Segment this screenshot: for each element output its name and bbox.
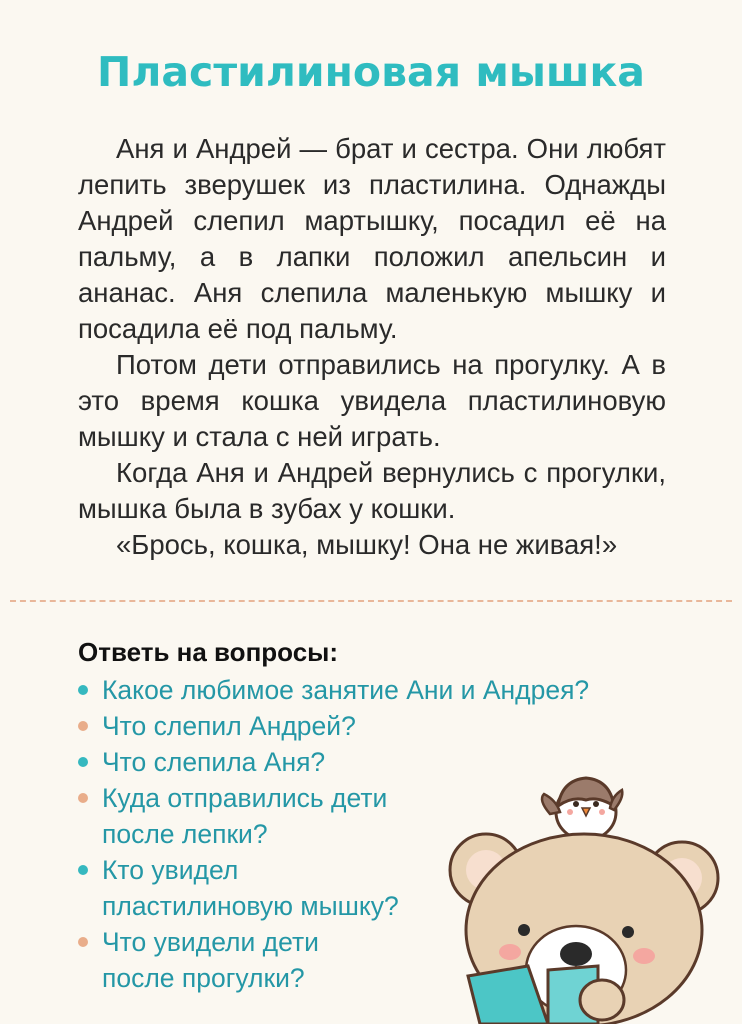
- question-item: [78, 708, 718, 744]
- dashed-divider: [10, 600, 732, 602]
- story-text: [78, 131, 666, 563]
- question-text: Что слепил Андрей?: [102, 711, 356, 741]
- question-text: Кто увидел: [102, 855, 239, 885]
- story-paragraph: «Брось, кошка, мышку! Она не живая!»: [116, 529, 618, 560]
- story-paragraph: Аня и Андрей — брат и сестра. Они любят лепить зверушек из пластилина. Однажды Андрей слепил мартышку, посадил её на пальму, а в лапки положил апельсин и ананас. Аня слепила маленькую мышку и посадила её под пальму.: [78, 133, 666, 344]
- story-paragraph: Когда Аня и Андрей вернулись с прогулки, мышка была в зубах у кошки.: [78, 457, 666, 524]
- question-text: Что увидели дети: [102, 927, 319, 957]
- page-title: Пластилиновая мышка: [97, 48, 645, 96]
- question-text: Куда отправились дети: [102, 783, 388, 813]
- bullet-icon: [78, 937, 88, 947]
- bullet-icon: [78, 757, 88, 767]
- question-text: после прогулки?: [102, 963, 305, 993]
- bullet-icon: [78, 865, 88, 875]
- questions-heading: Ответь на вопросы:: [78, 637, 339, 667]
- question-text: пластилиновую мышку?: [102, 891, 399, 921]
- story-paragraph: Потом дети отправились на прогулку. А в это время кошка увидела пластилиновую мышку и стала с ней играть.: [78, 349, 666, 452]
- bear-illustration: [438, 760, 738, 1024]
- bullet-icon: [78, 793, 88, 803]
- question-text: после лепки?: [102, 819, 268, 849]
- bullet-icon: [78, 685, 88, 695]
- bullet-icon: [78, 721, 88, 731]
- question-text: Что слепила Аня?: [102, 747, 326, 777]
- question-item: [78, 672, 718, 708]
- question-text: Какое любимое занятие Ани и Андрея?: [102, 675, 590, 705]
